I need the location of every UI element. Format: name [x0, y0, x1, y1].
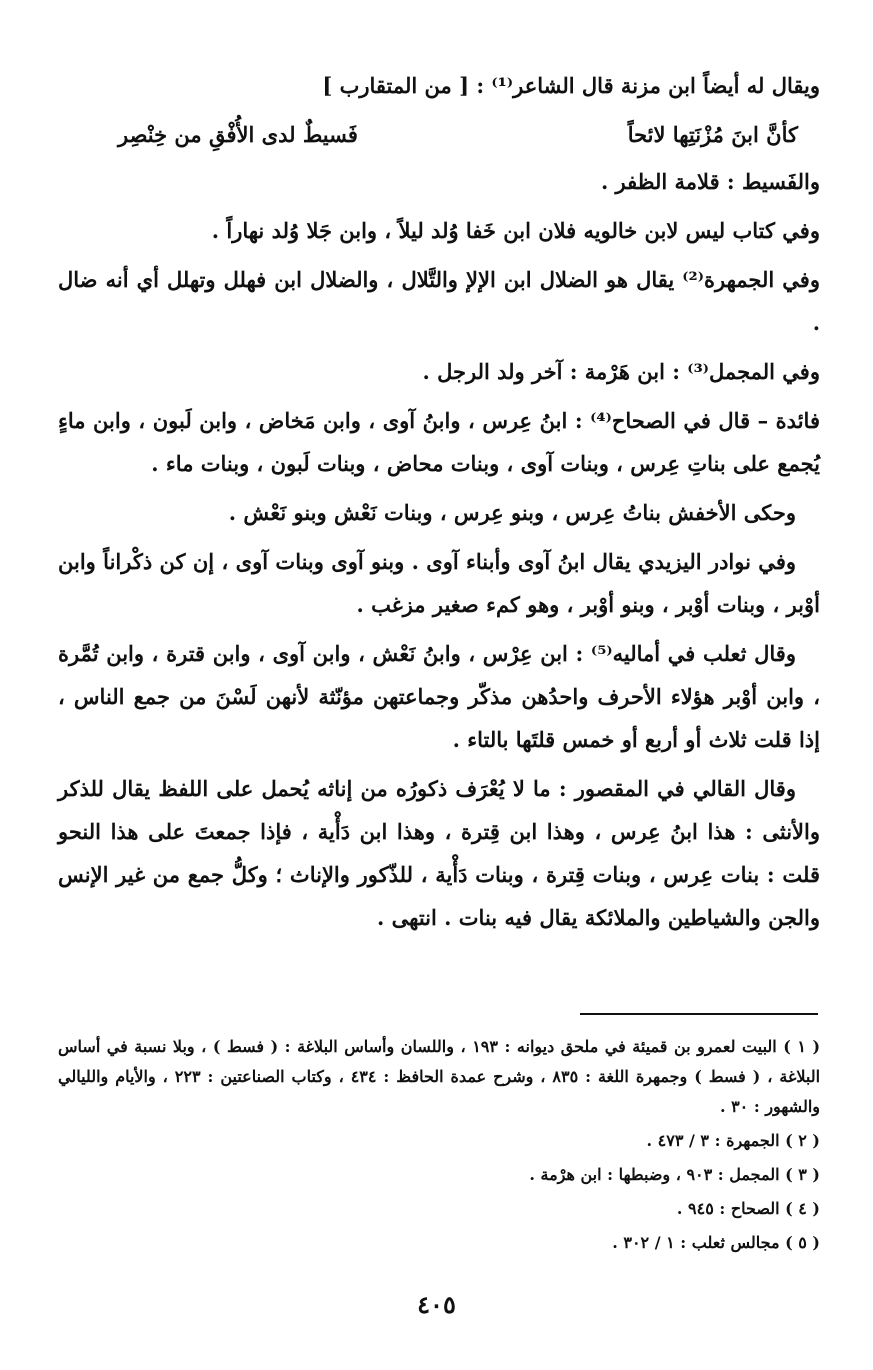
footnote-4: ( ٤ ) الصحاح : ٩٤٥ . [676, 1199, 820, 1218]
footnote-5: ( ٥ ) مجالس ثعلب : ١ / ٣٠٢ . [612, 1233, 820, 1252]
paragraph-thalab: وقال ثعلب في أماليه⁽⁵⁾ : ابن عِرْس ، وابنُ نَعْش ، وابن آوى ، وابن قترة ، وابن تُمَّرة ، وابن أوْبر هؤلاء الأحرف واحدُهن مذكّر وجماعتهن مؤنّثة لأنهن لَسْنَ من جمع الناس ، إذا قلت ثلاث أو أربع أو خمس قلتَها بالتاء . [58, 641, 820, 752]
paragraph-intro-verse: ويقال له أيضاً ابن مزنة قال الشاعر⁽¹⁾ : [ من المتقارب ] [322, 73, 820, 98]
verse-second-hemistich: فَسيطٌ لدى الأُفْقِ من خِنْصِر [118, 122, 358, 147]
paragraph-yazidi: وفي نوادر اليزيدي يقال ابنُ آوى وأبناء آوى . وبنو آوى وبنات آوى ، إن كن ذكْراناً وابن أوْبر ، وبنات أوْبر ، وبنو أوْبر ، وهو كمء صغير مزغب . [58, 549, 820, 617]
paragraph-ibn-khalawayh: وفي كتاب ليس لابن خالويه فلان ابن خَفا وُلد ليلاً ، وابن جَلا وُلد نهاراً . [211, 218, 820, 243]
paragraph-mujmal: وفي المجمل⁽³⁾ : ابن هَرْمة : آخر ولد الرجل . [422, 359, 820, 384]
footnote-3: ( ٣ ) المجمل : ٩٠٣ ، وضبطها : ابن هرْمة . [529, 1165, 820, 1184]
footnote-divider [580, 1013, 818, 1015]
page-number: ٤٠٥ [417, 1290, 456, 1319]
paragraph-qali: وقال القالي في المقصور : ما لا يُعْرَف ذكورُه من إناثه يُحمل على اللفظ يقال للذكر والأنثى : هذا ابنُ عِرس ، وهذا ابن قِترة ، وهذا ابن دَأْية ، فإذا جمعتَ على هذا النحو قلت : بنات عِرس ، وبنات قِترة ، وبنات دَأْية ، للذّكور والإناث ؛ وكلُّ جمع من غير الإنس والجن والشياطين والملائكة يقال فيه بنات . انتهى . [58, 776, 820, 930]
paragraph-definition: والفَسيط : قلامة الظفر . [600, 169, 820, 194]
paragraph-sihah: فائدة – قال في الصحاح⁽⁴⁾ : ابنُ عِرس ، وابنُ آوى ، وابن مَخاض ، وابن لَبون ، وابن ماءٍ يُجمع على بناتِ عِرس ، وبنات آوى ، وبنات محاض ، وبنات لَبون ، وبنات ماء . [58, 408, 820, 476]
main-text [58, 64, 820, 945]
verse-first-hemistich: كأنَّ ابنَ مُزْنَتِها لائحاً [627, 122, 798, 147]
footnote-1: ( ١ ) البيت لعمرو بن قميئة في ملحق ديوانه : ١٩٣ ، واللسان وأساس البلاغة : ( فسط ) ، وبلا نسبة في أساس البلاغة ، ( فسط ) وجمهرة اللغة : ٨٣٥ ، وشرح عمدة الحافظ : ٤٣٤ ، وكتاب الصناعتين : ٢٢٣ ، والأيام والليالي والشهور : ٣٠ . [58, 1037, 821, 1116]
poetry-verse [58, 113, 820, 156]
footnote-2: ( ٢ ) الجمهرة : ٣ / ٤٧٣ . [646, 1131, 820, 1150]
paragraph-jamhara: وفي الجمهرة⁽²⁾ يقال هو الضلال ابن الإلإ والتَّلال ، والضلال ابن فهلل وتهلل أي أنه ضال . [58, 267, 820, 335]
footnotes [58, 1032, 820, 1262]
paragraph-akhfash: وحكى الأخفش بناتُ عِرس ، وبنو عِرس ، وبنات نَعْش وبنو نَعْش . [228, 500, 796, 525]
